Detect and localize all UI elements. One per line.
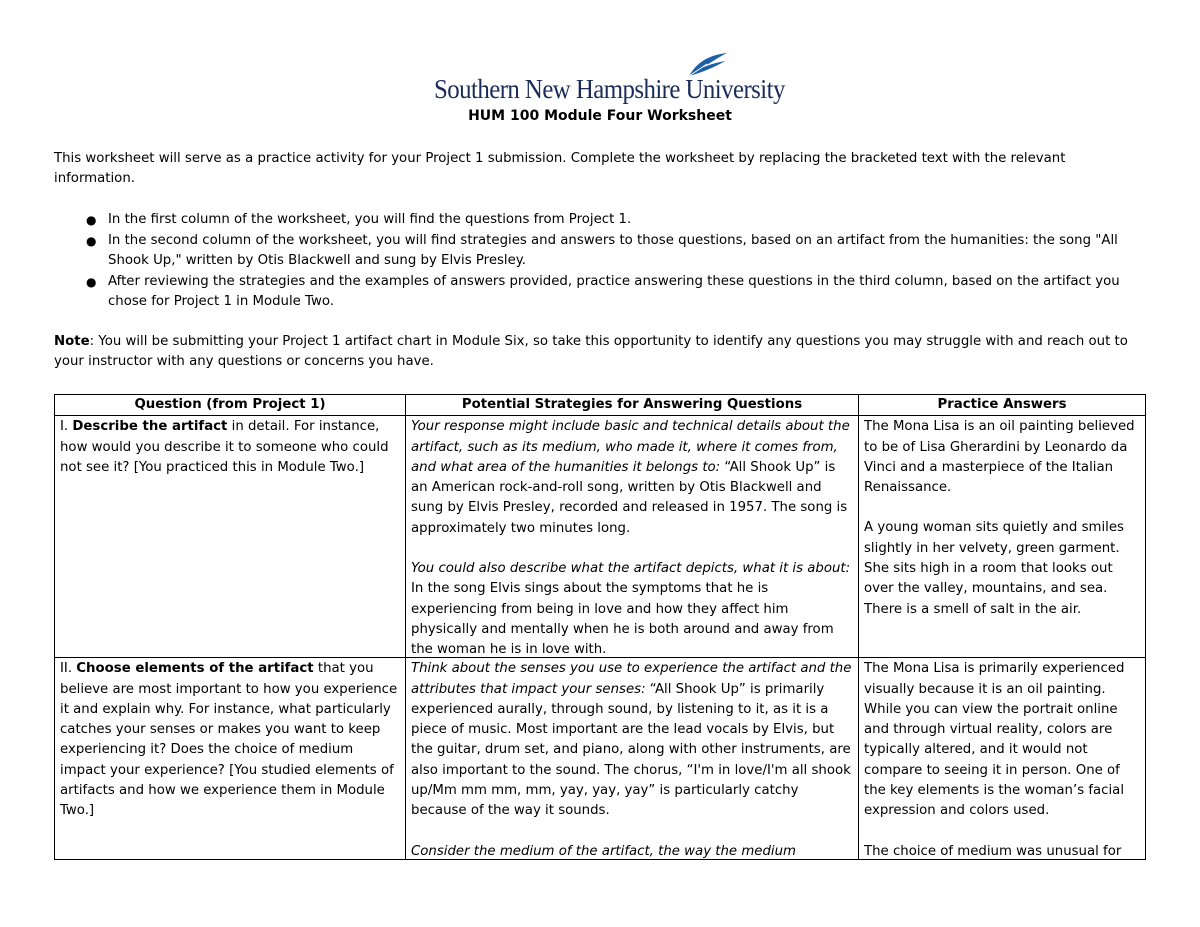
intro-paragraph: This worksheet will serve as a practice activity for your Project 1 submission. Complete the worksheet by replacing the bracketed text with the relevant information. [54,151,1066,186]
strategy-cell: Think about the senses you use to experience the artifact and the attributes that impact your senses: “All Shook Up” is primarily experienced aurally, through sound, by listening to it, as it is a piece of music. Most important are the lead vocals by Elvis, but the guitar, drum set, and piano, along with other instruments, are also important to the sound. The chorus, “I'm in love/I'm all shook up/Mm mm mm, mm, yay, yay, yay” is particularly catchy because of the way it sounds. Consider the medium of the artifact, the way the medium [406,658,859,860]
question-cell: I. Describe the artifact in detail. For instance, how would you describe it to someone who could not see it? [You practiced this in Module Two.] [55,416,406,658]
list-item: ● In the first column of the worksheet, you will find the questions from Project 1. [54,210,1144,230]
feather-icon [687,52,729,78]
column-header-question: Question (from Project 1) [55,395,406,416]
note-paragraph [54,332,1144,372]
worksheet-table [54,394,1146,860]
table-row [55,658,1146,860]
question-cell: II. Choose elements of the artifact that you believe are most important to how you experience it and explain why. For instance, what particularly catches your senses or makes you want to keep experiencing it? Does the choice of medium impact your experience? [You studied elements of artifacts and how we experience them in Module Two.] [55,658,406,860]
strategy-cell: Your response might include basic and technical details about the artifact, such as its medium, who made it, where it comes from, and what area of the humanities it belongs to: “All Shook Up” is an American rock-and-roll song, written by Otis Blackwell and sung by Elvis Presley, recorded and released in 1957. The song is approximately two minutes long. You could also describe what the artifact depicts, what it is about: In the song Elvis sings about the symptoms that he is experiencing from being in love and how they affect him physically and mentally when he is both around and away from the woman he is in love with. [406,416,859,658]
column-header-strategies: Potential Strategies for Answering Questions [406,395,859,416]
page-title: HUM 100 Module Four Worksheet [468,108,732,124]
column-header-practice: Practice Answers [859,395,1146,416]
table-header-row [55,395,1146,416]
instruction-list [54,210,1144,313]
logo-wordmark: Southern New Hampshire University [434,74,785,104]
university-logo [434,60,785,108]
note-text: : You will be submitting your Project 1 artifact chart in Module Six, so take this opportunity to identify any questions you may struggle with and reach out to your instructor with any questions or concerns you have. [54,334,1128,369]
practice-answer-cell[interactable]: The Mona Lisa is an oil painting believed to be of Lisa Gherardini by Leonardo da Vinci and a masterpiece of the Italian Renaissance. A young woman sits quietly and smiles slightly in her velvety, green garment. She sits high in a room that looks out over the valley, mountains, and sea. There is a smell of salt in the air. [859,416,1146,658]
bullet-icon: ● [86,234,97,248]
list-item: ● After reviewing the strategies and the examples of answers provided, practice answering these questions in the third column, based on the artifact you chose for Project 1 in Module Two. [86,274,1120,309]
practice-answer-cell[interactable]: The Mona Lisa is primarily experienced visually because it is an oil painting. While you can view the portrait online and through virtual reality, colors are typically altered, and it would not compare to seeing it in person. One of the key elements is the woman’s facial expression and colors used. The choice of medium was unusual for [859,658,1146,860]
bullet-icon: ● [86,213,97,227]
bullet-icon: ● [86,275,97,289]
table-row [55,416,1146,658]
list-item: ● In the second column of the worksheet, you will find strategies and answers to those questions, based on an artifact from the humanities: the song "All Shook Up," written by Otis Blackwell and sung by Elvis Presley. [86,233,1118,268]
note-label: Note [54,334,90,349]
